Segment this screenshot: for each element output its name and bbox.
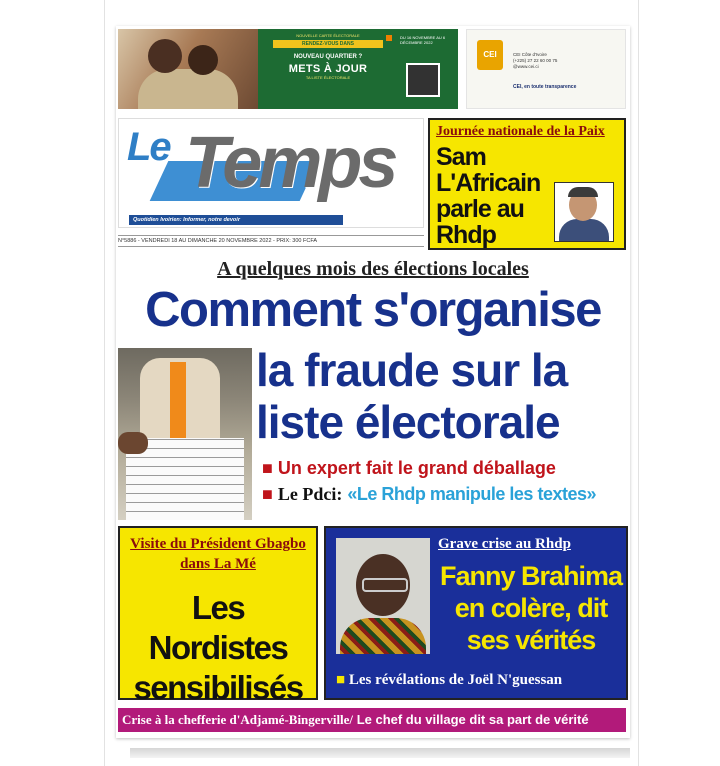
peace-kicker: Journée nationale de la Paix xyxy=(436,124,605,139)
fanny-headline: Fanny Brahima en colère, dit ses vérités xyxy=(439,561,623,655)
ad-text: NOUVELLE CARTE ÉLECTORALE RENDEZ-VOUS DANS NOUVEAU QUARTIER ? METS À JOUR TA LISTE ÉLECTORALE xyxy=(263,33,393,105)
nord-kicker: Visite du Président Gbagbo dans La Mé xyxy=(130,536,306,572)
viewer-left-border xyxy=(104,0,105,766)
peace-headline: Sam L'Africain parle au Rhdp xyxy=(436,143,541,249)
fanny-story-box xyxy=(324,526,628,700)
issue-line: N°5886 - VENDREDI 18 AU DIMANCHE 20 NOVEMBRE 2022 - PRIX: 300 FCFA xyxy=(118,235,424,247)
page-shadow xyxy=(130,748,630,758)
ad-dates: DU 16 NOVEMBRE AU 6 DÉCEMBRE 2022 xyxy=(400,35,446,45)
nord-headline: Les Nordistes sensibilisés xyxy=(133,589,303,706)
cei-logo: CEI xyxy=(477,40,503,70)
main-bullet-2: ■ Le Pdci: «Le Rhdp manipule les textes» xyxy=(262,484,596,504)
cei-contacts: CEI Côte d'Ivoire (+225) 27 22 60 00 75 @www.cei.ci xyxy=(513,52,558,69)
viewer-right-border xyxy=(638,0,639,766)
main-headline-2: la fraude sur la liste électorale xyxy=(256,344,568,448)
fanny-kicker: Grave crise au Rhdp xyxy=(438,536,571,552)
main-kicker: A quelques mois des élections locales xyxy=(217,258,529,280)
ad-cei xyxy=(466,29,626,109)
ad-photo xyxy=(118,29,258,109)
bottom-story-bar: Crise à la chefferie d'Adjamé-Bingerville/ Le chef du village dit sa part de vérité xyxy=(118,708,626,732)
peace-story-box xyxy=(428,118,626,250)
arrow-icon xyxy=(386,35,392,41)
fanny-portrait xyxy=(336,538,430,654)
newspaper-front-page xyxy=(116,26,630,738)
ballot-photo xyxy=(118,348,252,520)
nord-story-box xyxy=(118,526,318,706)
ad-banner-electoral xyxy=(118,29,458,109)
main-bullet-1: ■ Un expert fait le grand déballage xyxy=(262,458,556,478)
qr-code-icon xyxy=(406,63,440,97)
cei-tagline: CEI, en toute transparence xyxy=(513,84,577,90)
main-headline-1: Comment s'organise xyxy=(145,283,601,337)
masthead-slogan: Quotidien Ivoirien: Informer, notre devoir xyxy=(129,215,343,225)
masthead-logo: Le Temps Quotidien Ivoirien: Informer, notre devoir xyxy=(118,118,424,228)
fanny-bullet: ■ Les révélations de Joël N'guessan xyxy=(336,672,563,688)
sam-portrait xyxy=(554,182,614,242)
